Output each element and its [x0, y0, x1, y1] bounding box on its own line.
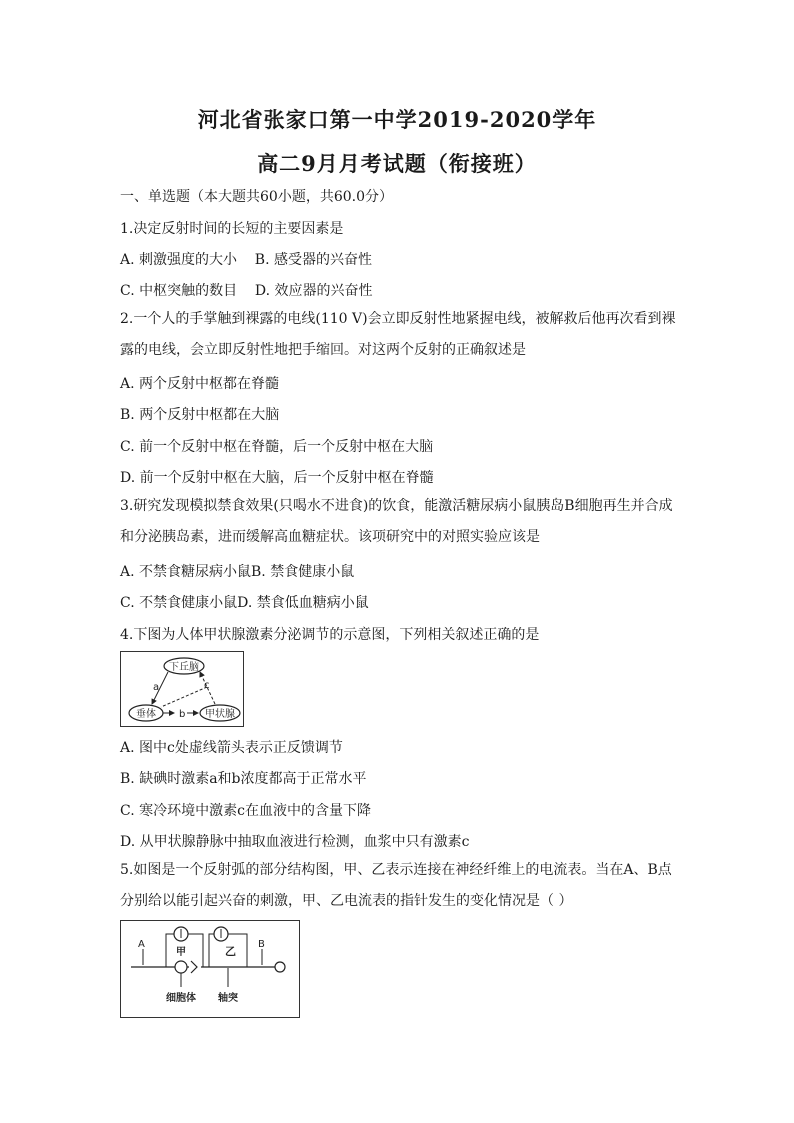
- point-a-label: A: [138, 939, 145, 950]
- q4-option-b: B. 缺碘时激素a和b浓度都高于正常水平: [120, 771, 367, 787]
- label-b: b: [179, 709, 186, 720]
- axon-label: 轴突: [218, 993, 238, 1004]
- label-c: c: [204, 680, 210, 691]
- q2-option-a: A. 两个反射中枢都在脊髓: [120, 376, 280, 392]
- q1-options-row2: C. 中枢突触的数目 D. 效应器的兴奋性: [120, 283, 373, 299]
- pituitary-label: 垂体: [136, 709, 156, 720]
- cell-body: [175, 961, 187, 973]
- reflex-arc-figure: [120, 920, 300, 1018]
- q4-option-d: D. 从甲状腺静脉中抽取血液进行检测，血浆中只有激素c: [120, 834, 470, 850]
- end-terminal: [275, 962, 285, 972]
- label-a: a: [153, 682, 160, 693]
- exam-title-line2: 高二9月月考试题（衔接班）: [257, 151, 537, 176]
- thyroid-regulation-figure: [120, 651, 244, 727]
- q4-stem: 4.下图为人体甲状腺激素分泌调节的示意图，下列相关叙述正确的是: [120, 627, 540, 643]
- hypothalamus-label: 下丘脑: [169, 662, 199, 673]
- q5-stem: 5.如图是一个反射弧的部分结构图，甲、乙表示连接在神经纤维上的电流表。当在A、B点分别给以能引起兴奋的刺激，甲、乙电流表的指针发生的变化情况是（ ）: [120, 862, 672, 909]
- meter-jia-wire-right: [188, 934, 203, 967]
- q4-option-a: A. 图中c处虚线箭头表示正反馈调节: [120, 740, 343, 756]
- q2-option-d: D. 前一个反射中枢在大脑，后一个反射中枢在脊髓: [120, 470, 434, 486]
- point-b-label: B: [258, 939, 265, 950]
- q2-option-b: B. 两个反射中枢都在大脑: [120, 407, 280, 423]
- q4-option-c: C. 寒冷环境中激素c在血液中的含量下降: [120, 803, 371, 819]
- cell-body-label: 细胞体: [166, 993, 196, 1004]
- synapse: [191, 961, 197, 973]
- q1-stem: 1.决定反射时间的长短的主要因素是: [120, 221, 344, 237]
- meter-jia-label: 甲: [176, 947, 186, 958]
- q3-stem: 3.研究发现模拟禁食效果(只喝水不进食)的饮食，能激活糖尿病小鼠胰岛B细胞再生并合成和分泌胰岛素，进而缓解高血糖症状。该项研究中的对照实验应该是: [120, 498, 673, 545]
- meter-jia-wires: [166, 934, 174, 967]
- meter-yi-wires: [209, 934, 214, 967]
- q3-options-row1: A. 不禁食糖尿病小鼠B. 禁食健康小鼠: [120, 564, 355, 580]
- q1-options-row1: A. 刺激强度的大小 B. 感受器的兴奋性: [120, 252, 372, 268]
- exam-title-line1: 河北省张家口第一中学2019-2020学年: [197, 107, 597, 132]
- dashed-c-to-pituitary: [161, 687, 207, 707]
- q2-stem: 2.一个人的手掌触到裸露的电线(110 V)会立即反射性地紧握电线，被解救后他再次看到裸露的电线，会立即反射性地把手缩回。对这两个反射的正确叙述是: [120, 311, 676, 358]
- section-heading: 一、单选题（本大题共60小题，共60.0分）: [120, 189, 393, 205]
- thyroid-label: 甲状腺: [205, 709, 235, 720]
- q2-option-c: C. 前一个反射中枢在脊髓，后一个反射中枢在大脑: [120, 439, 434, 455]
- meter-yi-label: 乙: [225, 945, 236, 958]
- q3-options-row2: C. 不禁食健康小鼠D. 禁食低血糖病小鼠: [120, 595, 369, 611]
